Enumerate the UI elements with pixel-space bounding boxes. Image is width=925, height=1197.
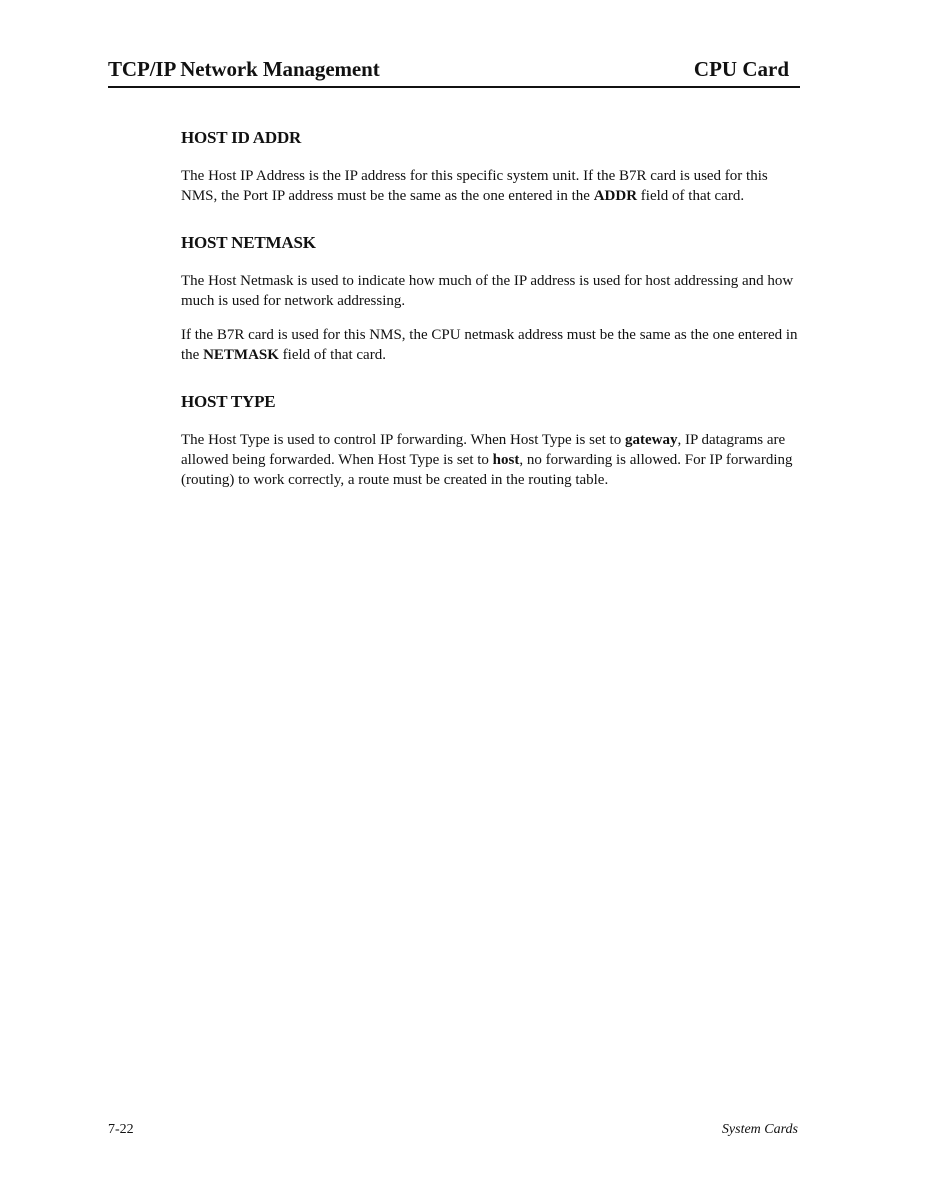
text-run: , no forwarding is allowed. For IP forwarding (routing) to work correctly, a route must be created in the routing table. <box>181 452 793 488</box>
text-run: If the B7R card is used for this NMS, the CPU netmask address must be the same as the one entered in the <box>181 327 798 363</box>
bold-term: NETMASK <box>203 347 279 363</box>
section-heading: HOST TYPE <box>181 392 276 411</box>
text-run: field of that card. <box>637 188 745 204</box>
section-heading: HOST ID ADDR <box>181 128 302 147</box>
page-header <box>108 54 800 88</box>
text-run: The Host IP Address is the IP address for this specific system unit. If the B7R card is used for this NMS, the Port IP address must be the same as the one entered in the <box>181 168 768 204</box>
paragraph <box>181 325 801 365</box>
text-run: , IP datagrams are allowed being forwarded. When Host Type is set to <box>181 432 786 468</box>
document-title: TCP/IP Network Management <box>108 57 380 81</box>
page-content <box>181 128 801 504</box>
bold-term: ADDR <box>593 188 638 204</box>
chapter-name: System Cards <box>721 1122 798 1137</box>
paragraph <box>181 271 801 311</box>
text-run: The Host Type is used to control IP forwarding. When Host Type is set to <box>181 432 625 448</box>
paragraph <box>181 430 801 490</box>
section-host-id-addr <box>181 128 801 206</box>
bold-term: host <box>492 452 520 468</box>
text-run: The Host Netmask is used to indicate how much of the IP address is used for host addressing and how much is used for network addressing. <box>181 273 794 309</box>
section-heading: HOST NETMASK <box>181 233 316 252</box>
page-number: 7-22 <box>108 1122 134 1137</box>
bold-term: gateway <box>624 432 678 448</box>
section-host-netmask <box>181 233 801 365</box>
section-host-type <box>181 392 801 490</box>
section-title: CPU Card <box>693 57 789 81</box>
text-run: field of that card. <box>278 347 386 363</box>
paragraph <box>181 166 801 206</box>
